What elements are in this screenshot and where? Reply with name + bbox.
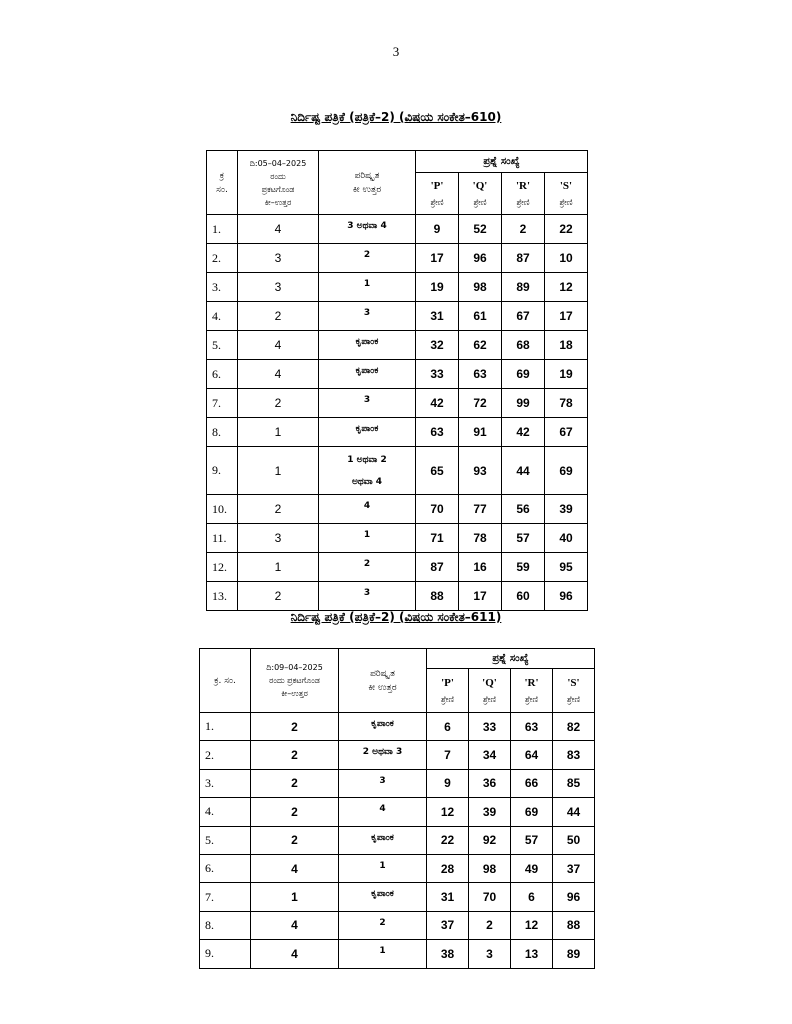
row-set-r: 69 (511, 798, 553, 826)
row-revised-key: ಕೃಪಾಂಕ (319, 331, 416, 360)
header-set-3 (545, 173, 588, 215)
row-set-q: 72 (459, 389, 502, 418)
row-published-key: 2 (238, 582, 319, 611)
table-row (207, 273, 588, 302)
row-revised-key: 1 (339, 940, 427, 968)
row-revised-key: ಕೃಪಾಂಕ (319, 418, 416, 447)
row-set-q: 93 (459, 447, 502, 495)
header-set-2 (511, 669, 553, 713)
row-set-p: 88 (416, 582, 459, 611)
set-label: 'P' (430, 179, 444, 192)
row-set-p: 31 (427, 883, 469, 911)
set-label: 'S' (559, 179, 573, 192)
table-row (207, 360, 588, 389)
row-set-s: 50 (553, 826, 595, 854)
row-revised-key: ಕೃಪಾಂಕ (339, 883, 427, 911)
row-set-s: 96 (545, 582, 588, 611)
row-set-s: 95 (545, 553, 588, 582)
row-set-p: 70 (416, 495, 459, 524)
row-revised-key: 4 (319, 495, 416, 524)
row-set-q: 36 (469, 769, 511, 797)
row-set-q: 3 (469, 940, 511, 968)
row-set-p: 17 (416, 244, 459, 273)
header-question-number: ಪ್ರಶ್ನೆ ಸಂಖ್ಯೆ (427, 649, 595, 669)
header-set-1 (459, 173, 502, 215)
row-sno: 4. (200, 798, 251, 826)
table-row (207, 524, 588, 553)
section2-title (0, 610, 792, 625)
row-published-key: 2 (251, 713, 339, 741)
row-sno: 12. (207, 553, 238, 582)
row-set-r: 49 (511, 854, 553, 882)
row-revised-key: 2 ಅಥವಾ 3 (339, 741, 427, 769)
row-revised-key: 3 (319, 389, 416, 418)
table-row (200, 741, 595, 769)
row-set-s: 85 (553, 769, 595, 797)
row-set-q: 96 (459, 244, 502, 273)
row-set-s: 12 (545, 273, 588, 302)
row-published-key: 4 (238, 215, 319, 244)
row-sno: 7. (207, 389, 238, 418)
row-published-key: 4 (251, 854, 339, 882)
row-set-r: 42 (502, 418, 545, 447)
answer-key-table-611 (199, 648, 595, 969)
row-set-p: 9 (416, 215, 459, 244)
header-published-key: ದಿ:05–04–2025 ರಂದು ಪ್ರಕಟಗೊಂಡ ಕೀ–ಉತ್ತರ (238, 151, 319, 215)
set-suffix: ಶ್ರೇಣಿ (430, 197, 444, 207)
row-published-key: 1 (238, 418, 319, 447)
row-published-key: 1 (238, 447, 319, 495)
row-sno: 2. (207, 244, 238, 273)
section2-title-text: ನಿರ್ದಿಷ್ಟ ಪತ್ರಿಕೆ (ಪತ್ರಿಕೆ–2) (ವಿಷಯ ಸಂಕೇತ–611) (290, 610, 502, 624)
header-published-key: ದಿ:09–04–2025 ರಂದು ಪ್ರಕಟಗೊಂಡ ಕೀ–ಉತ್ತರ (251, 649, 339, 713)
set-label: 'Q' (482, 676, 497, 689)
table-row (207, 553, 588, 582)
row-published-key: 4 (238, 331, 319, 360)
set-label: 'P' (441, 676, 454, 689)
row-set-p: 19 (416, 273, 459, 302)
row-set-r: 13 (511, 940, 553, 968)
row-set-q: 61 (459, 302, 502, 331)
set-suffix: ಶ್ರೇಣಿ (482, 694, 496, 704)
row-revised-key: 3 ಅಥವಾ 4 (319, 215, 416, 244)
row-set-r: 99 (502, 389, 545, 418)
row-published-key: 2 (251, 798, 339, 826)
header-set-0 (416, 173, 459, 215)
row-published-key: 2 (251, 826, 339, 854)
row-set-s: 22 (545, 215, 588, 244)
row-sno: 2. (200, 741, 251, 769)
row-set-s: 40 (545, 524, 588, 553)
set-suffix: ಶ್ರೇಣಿ (559, 197, 573, 207)
row-set-r: 57 (502, 524, 545, 553)
row-published-key: 2 (251, 769, 339, 797)
row-set-s: 10 (545, 244, 588, 273)
row-set-r: 6 (511, 883, 553, 911)
row-set-r: 12 (511, 911, 553, 939)
table-row (200, 713, 595, 741)
row-set-p: 63 (416, 418, 459, 447)
row-set-p: 32 (416, 331, 459, 360)
row-revised-key: 2 (319, 553, 416, 582)
row-revised-key: 3 (319, 302, 416, 331)
table-row (207, 447, 588, 495)
row-set-r: 89 (502, 273, 545, 302)
row-sno: 7. (200, 883, 251, 911)
row-set-s: 78 (545, 389, 588, 418)
set-label: 'R' (524, 676, 539, 689)
section1-title (0, 110, 792, 125)
table-row (207, 418, 588, 447)
row-set-p: 7 (427, 741, 469, 769)
row-set-s: 39 (545, 495, 588, 524)
row-set-s: 17 (545, 302, 588, 331)
set-label: 'Q' (472, 179, 488, 192)
row-set-q: 70 (469, 883, 511, 911)
row-set-q: 77 (459, 495, 502, 524)
table-row (207, 389, 588, 418)
row-set-r: 57 (511, 826, 553, 854)
table-row (200, 826, 595, 854)
row-sno: 10. (207, 495, 238, 524)
row-set-q: 16 (459, 553, 502, 582)
row-sno: 9. (200, 940, 251, 968)
set-suffix: ಶ್ರೇಣಿ (440, 694, 454, 704)
row-revised-key: 1 (319, 273, 416, 302)
row-set-p: 65 (416, 447, 459, 495)
row-set-p: 42 (416, 389, 459, 418)
row-sno: 5. (207, 331, 238, 360)
set-label: 'S' (567, 676, 580, 689)
header-sno: ಕ್ರ ಸಂ. (207, 151, 238, 215)
row-set-s: 83 (553, 741, 595, 769)
table-row (207, 215, 588, 244)
row-set-s: 18 (545, 331, 588, 360)
row-published-key: 3 (238, 244, 319, 273)
table-row (207, 582, 588, 611)
row-set-q: 39 (469, 798, 511, 826)
row-set-s: 19 (545, 360, 588, 389)
table-row (200, 769, 595, 797)
answer-key-table-610 (206, 150, 588, 611)
row-set-q: 52 (459, 215, 502, 244)
header-set-3 (553, 669, 595, 713)
row-sno: 3. (200, 769, 251, 797)
row-set-q: 63 (459, 360, 502, 389)
row-set-q: 92 (469, 826, 511, 854)
header-revised-key: ಪರಿಷ್ಕೃತ ಕೀ ಉತ್ತರ (339, 649, 427, 713)
header-revised-key: ಪರಿಷ್ಕೃತ ಕೀ ಉತ್ತರ (319, 151, 416, 215)
section1-title-text: ನಿರ್ದಿಷ್ಟ ಪತ್ರಿಕೆ (ಪತ್ರಿಕೆ–2) (ವಿಷಯ ಸಂಕೇತ–610) (290, 110, 502, 124)
row-set-p: 31 (416, 302, 459, 331)
row-published-key: 4 (251, 940, 339, 968)
row-published-key: 2 (238, 495, 319, 524)
row-sno: 5. (200, 826, 251, 854)
row-set-q: 17 (459, 582, 502, 611)
header-sno: ಕ್ರ. ಸಂ. (200, 649, 251, 713)
row-set-s: 37 (553, 854, 595, 882)
row-revised-key: 3 (319, 582, 416, 611)
table-row (200, 854, 595, 882)
row-published-key: 3 (238, 524, 319, 553)
row-set-s: 82 (553, 713, 595, 741)
row-sno: 6. (207, 360, 238, 389)
row-set-q: 2 (469, 911, 511, 939)
row-revised-key: 4 (339, 798, 427, 826)
row-set-r: 69 (502, 360, 545, 389)
row-published-key: 2 (238, 302, 319, 331)
row-set-q: 91 (459, 418, 502, 447)
table-row (207, 495, 588, 524)
set-suffix: ಶ್ರೇಣಿ (516, 197, 530, 207)
row-set-p: 9 (427, 769, 469, 797)
row-revised-key: ಕೃಪಾಂಕ (339, 826, 427, 854)
row-sno: 8. (207, 418, 238, 447)
row-revised-key: 1 (319, 524, 416, 553)
row-published-key: 2 (238, 389, 319, 418)
row-set-p: 12 (427, 798, 469, 826)
row-set-r: 44 (502, 447, 545, 495)
row-revised-key: 1 ಅಥವಾ 2 ಅಥವಾ 4 (319, 447, 416, 495)
row-set-s: 44 (553, 798, 595, 826)
row-set-q: 98 (469, 854, 511, 882)
row-set-p: 6 (427, 713, 469, 741)
row-set-r: 87 (502, 244, 545, 273)
table-row (200, 940, 595, 968)
set-label: 'R' (515, 179, 531, 192)
row-set-s: 69 (545, 447, 588, 495)
row-set-r: 66 (511, 769, 553, 797)
row-set-s: 89 (553, 940, 595, 968)
row-sno: 13. (207, 582, 238, 611)
table-row (207, 244, 588, 273)
row-sno: 8. (200, 911, 251, 939)
row-set-s: 67 (545, 418, 588, 447)
header-question-number: ಪ್ರಶ್ನೆ ಸಂಖ್ಯೆ (416, 151, 588, 173)
row-revised-key: ಕೃಪಾಂಕ (319, 360, 416, 389)
row-set-p: 28 (427, 854, 469, 882)
row-revised-key: 2 (339, 911, 427, 939)
row-published-key: 4 (251, 911, 339, 939)
row-revised-key: 3 (339, 769, 427, 797)
row-set-q: 34 (469, 741, 511, 769)
row-set-r: 2 (502, 215, 545, 244)
page-number: 3 (392, 44, 400, 59)
row-set-r: 60 (502, 582, 545, 611)
table-row (207, 331, 588, 360)
row-sno: 9. (207, 447, 238, 495)
table-row (200, 883, 595, 911)
header-set-0 (427, 669, 469, 713)
row-set-q: 98 (459, 273, 502, 302)
header-set-1 (469, 669, 511, 713)
set-suffix: ಶ್ರೇಣಿ (566, 694, 580, 704)
row-set-r: 67 (502, 302, 545, 331)
row-set-p: 38 (427, 940, 469, 968)
set-suffix: ಶ್ರೇಣಿ (473, 197, 487, 207)
row-published-key: 1 (238, 553, 319, 582)
table-row (200, 798, 595, 826)
header-set-2 (502, 173, 545, 215)
row-set-p: 37 (427, 911, 469, 939)
set-suffix: ಶ್ರೇಣಿ (524, 694, 538, 704)
row-set-p: 33 (416, 360, 459, 389)
row-sno: 6. (200, 854, 251, 882)
row-sno: 1. (207, 215, 238, 244)
row-set-r: 59 (502, 553, 545, 582)
row-published-key: 3 (238, 273, 319, 302)
row-set-p: 22 (427, 826, 469, 854)
row-revised-key: 2 (319, 244, 416, 273)
row-set-r: 68 (502, 331, 545, 360)
row-sno: 3. (207, 273, 238, 302)
row-set-s: 96 (553, 883, 595, 911)
row-set-s: 88 (553, 911, 595, 939)
row-set-p: 87 (416, 553, 459, 582)
table-row (200, 911, 595, 939)
row-set-q: 62 (459, 331, 502, 360)
row-set-r: 63 (511, 713, 553, 741)
row-sno: 11. (207, 524, 238, 553)
row-revised-key: ಕೃಪಾಂಕ (339, 713, 427, 741)
table-row (207, 302, 588, 331)
row-set-p: 71 (416, 524, 459, 553)
row-published-key: 2 (251, 741, 339, 769)
row-set-q: 33 (469, 713, 511, 741)
row-published-key: 1 (251, 883, 339, 911)
row-set-r: 56 (502, 495, 545, 524)
row-sno: 4. (207, 302, 238, 331)
row-set-q: 78 (459, 524, 502, 553)
row-revised-key: 1 (339, 854, 427, 882)
row-set-r: 64 (511, 741, 553, 769)
row-published-key: 4 (238, 360, 319, 389)
row-sno: 1. (200, 713, 251, 741)
